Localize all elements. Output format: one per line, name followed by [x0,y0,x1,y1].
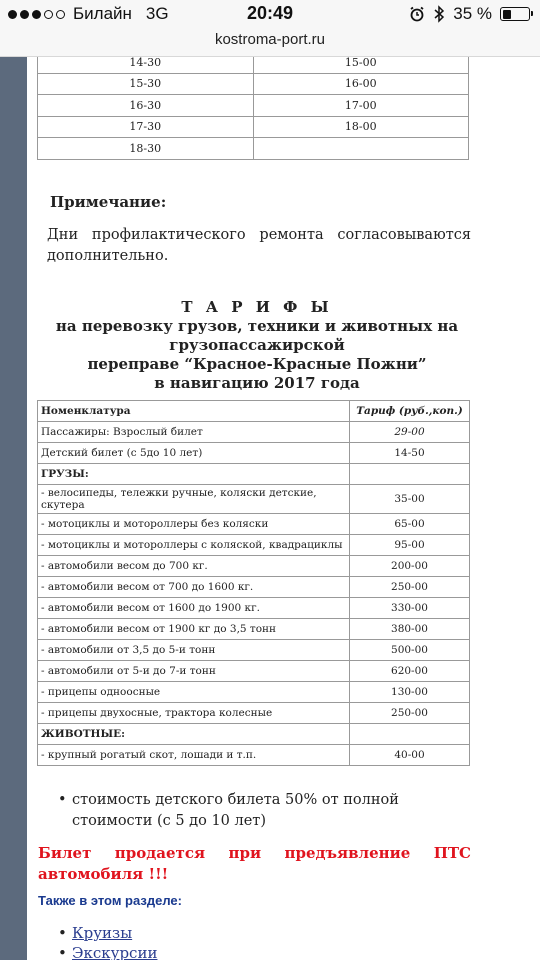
tariff-item-price: 330-00 [350,598,470,619]
schedule-arrival-cell [253,138,469,160]
table-row [38,556,470,577]
tariffs-subtitle-line: переправе “Красное-Красные Пожни” [87,355,427,373]
status-bar [0,0,540,30]
network-type: 3G [145,4,169,23]
tariff-item-price: 65-00 [350,514,470,535]
status-right [409,4,530,24]
table-row [38,661,470,682]
bluetooth-icon [433,5,445,23]
tariff-item-price: 200-00 [350,556,470,577]
schedule-row [38,57,469,73]
schedule-row [38,116,469,138]
pts-warning: Билет продается при предъявление ПТС автомобиля !!! [38,844,471,883]
clock: 20:49 [246,3,294,23]
table-row [38,745,470,766]
schedule-arrival-cell: 16-00 [253,73,469,95]
table-row [38,598,470,619]
schedule-arrival-cell: 15-00 [253,57,469,73]
table-row [38,514,470,535]
tariff-category-row [38,724,470,745]
tariff-item-name: Пассажиры: Взрослый билет [38,422,350,443]
bullet-icon: • [58,792,67,808]
tariff-item-price: 35-00 [350,485,470,514]
section-links [58,923,157,960]
child-ticket-note [58,790,458,832]
schedule-arrival-cell: 18-00 [253,116,469,138]
tariffs-subtitle-line: на перевозку грузов, техники и животных на [55,317,459,335]
table-row [38,703,470,724]
tariff-item-price [350,724,470,745]
tariff-table [37,400,470,766]
tariff-item-name: - автомобили весом до 700 кг. [38,556,350,577]
section-links-title: Также в этом разделе: [38,893,182,908]
address-bar[interactable] [0,30,540,57]
link-excursions[interactable]: Экскурсии [72,944,158,960]
table-row [38,640,470,661]
battery-level [503,10,512,19]
battery-icon [500,7,530,21]
tariff-item-name: - автомобили от 5-и до 7-и тонн [38,661,350,682]
tariff-item-name: - прицепы двухосные, трактора колесные [38,703,350,724]
table-row [38,443,470,464]
tariff-header-name: Номенклатура [38,401,350,422]
table-row [38,422,470,443]
note-title: Примечание: [50,193,167,211]
tariff-item-name: - велосипеды, тележки ручные, коляски детские, скутера [38,485,350,514]
tariff-header-price: Тариф (руб.,коп.) [350,401,470,422]
tariff-item-price: 500-00 [350,640,470,661]
schedule-row [38,73,469,95]
table-row [38,577,470,598]
tariff-item-price: 130-00 [350,682,470,703]
schedule-row [38,95,469,117]
tariff-item-name: - мотоциклы и мотороллеры с коляской, квадрациклы [38,535,350,556]
tariff-item-name: - автомобили весом от 700 до 1600 кг. [38,577,350,598]
tariff-item-name: - мотоциклы и мотороллеры без коляски [38,514,350,535]
schedule-departure-cell: 15-30 [38,73,254,95]
tariffs-subtitle-line: в навигацию 2017 года [154,374,360,392]
table-row [38,619,470,640]
tariff-item-price: 29-00 [350,422,470,443]
tariff-item-name: - автомобили весом от 1900 кг до 3,5 тонн [38,619,350,640]
tariffs-heading [37,298,477,393]
tariffs-subtitle-line: грузопассажирской [169,336,345,354]
alarm-icon [409,6,425,22]
bullet-icon: • [58,944,67,960]
tariff-item-price: 40-00 [350,745,470,766]
tariff-item-price: 95-00 [350,535,470,556]
schedule-departure-cell: 18-30 [38,138,254,160]
url-text: kostroma-port.ru [214,31,326,48]
child-ticket-note-text: стоимость детского билета 50% от полной стоимости (с 5 до 10 лет) [72,792,399,829]
tariff-item-name: - крупный рогатый скот, лошади и т.п. [38,745,350,766]
tariff-item-price: 620-00 [350,661,470,682]
tariff-item-name: - прицепы одноосные [38,682,350,703]
tariff-item-price: 250-00 [350,577,470,598]
bullet-icon: • [58,924,67,942]
note-text: Дни профилактического ремонта согласовываются дополнительно. [47,227,471,264]
table-row [38,485,470,514]
schedule-departure-cell: 17-30 [38,116,254,138]
tariff-header-row [38,401,470,422]
schedule-row [38,138,469,160]
list-item [58,943,157,960]
tariff-item-price: 250-00 [350,703,470,724]
tariff-item-price: 380-00 [350,619,470,640]
tariffs-title: Т А Р И Ф Ы [181,298,333,316]
link-cruises[interactable]: Круизы [72,924,133,942]
tariff-item-name: Детский билет (с 5до 10 лет) [38,443,350,464]
tariff-item-price: 14-50 [350,443,470,464]
table-row [38,682,470,703]
tariff-item-name: - автомобили весом от 1600 до 1900 кг. [38,598,350,619]
schedule-departure-cell: 14-30 [38,57,254,73]
table-row [38,535,470,556]
tariff-category-row [38,464,470,485]
tariff-item-price [350,464,470,485]
page-sidebar-stripe [0,57,27,960]
tariff-item-name: ГРУЗЫ: [38,464,350,485]
tariff-item-name: - автомобили от 3,5 до 5-и тонн [38,640,350,661]
schedule-arrival-cell: 17-00 [253,95,469,117]
schedule-table [37,57,469,160]
page-content [27,57,540,960]
tariff-item-name: ЖИВОТНЫЕ: [38,724,350,745]
schedule-departure-cell: 16-30 [38,95,254,117]
list-item [58,923,157,943]
battery-percent: 35 % [453,4,492,23]
carrier-name: Билайн [73,4,132,23]
